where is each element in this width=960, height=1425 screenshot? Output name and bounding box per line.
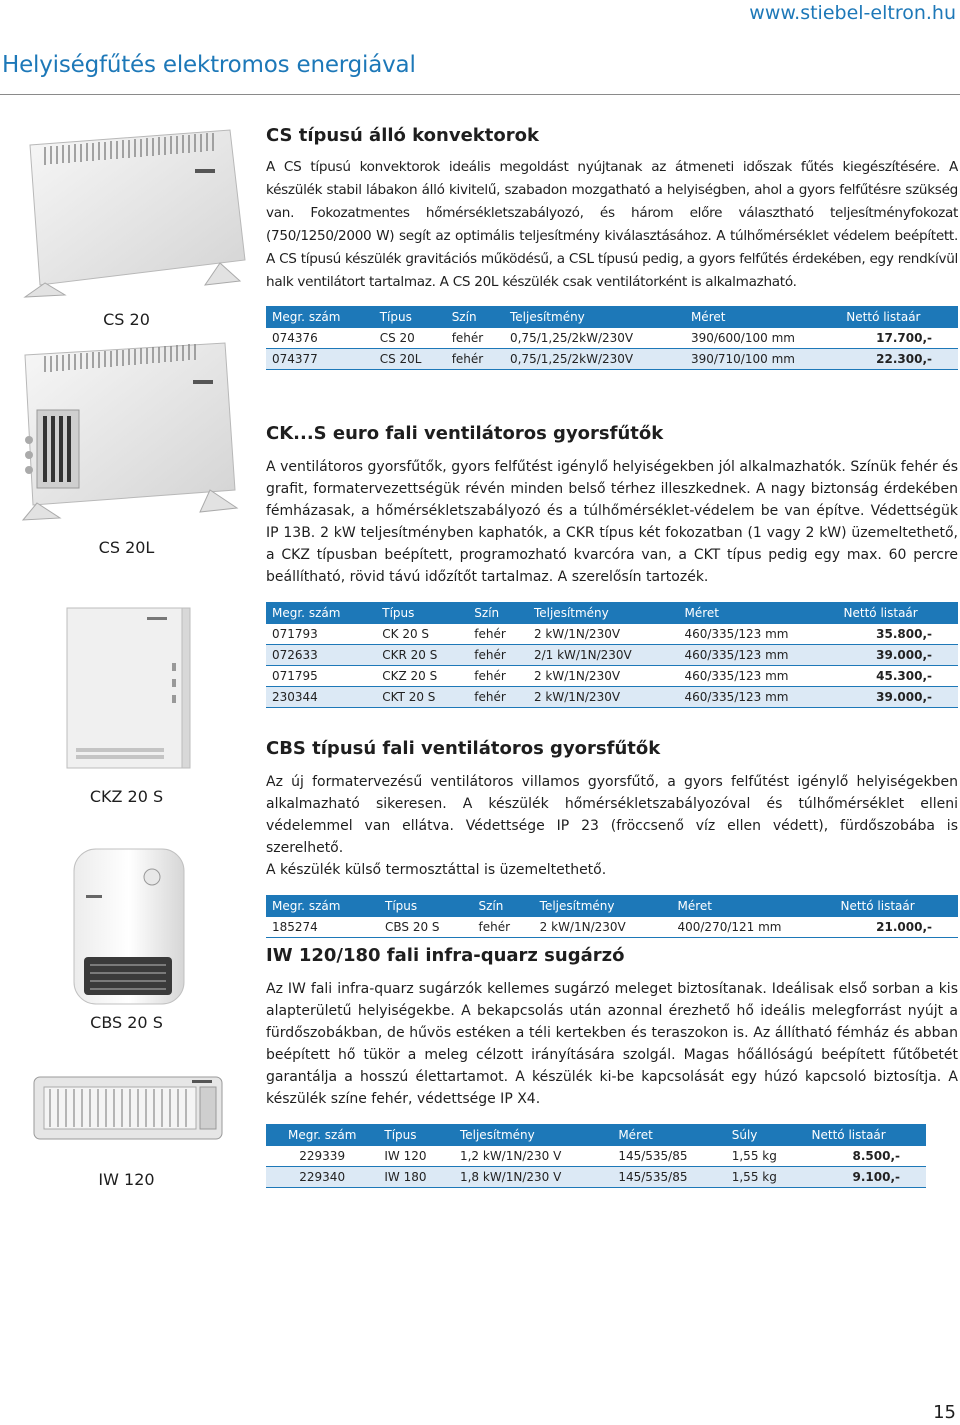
section-title: CBS típusú fali ventilátoros gyorsfűtők xyxy=(266,738,661,759)
price-table xyxy=(266,895,958,938)
column-header: Típus xyxy=(374,306,446,328)
table-row xyxy=(266,917,958,938)
table-cell: 2 kW/1N/230V xyxy=(528,687,679,708)
table-cell: 2 kW/1N/230V xyxy=(534,917,672,938)
section-description: Az új formatervezésű ventilátoros villamos gyorsfűtő, a gyors felfűtést igénylő helyiségekben alkalmazható sikeresen. A készülék hőmérsékletszabályozóval és túlhőmérséklet elleni védelemmel van ellátva. Védettsége IP 23 (fröccsenő víz ellen védett), fürdőszobába is szerelhető. xyxy=(266,774,958,856)
table-cell: fehér xyxy=(468,645,528,666)
column-header: Méret xyxy=(685,306,840,328)
table-cell: 0,75/1,25/2kW/230V xyxy=(504,349,685,370)
table-cell: CKR 20 S xyxy=(376,645,468,666)
table-cell: fehér xyxy=(468,624,528,645)
wall-convector-heater-fan-image xyxy=(15,340,250,525)
table-cell: IW 180 xyxy=(378,1167,454,1188)
table-cell: IW 120 xyxy=(378,1146,454,1167)
table-cell: 145/535/85 xyxy=(612,1146,725,1167)
column-header: Teljesítmény xyxy=(504,306,685,328)
table-cell: 1,55 kg xyxy=(726,1167,806,1188)
table-header-row xyxy=(266,602,958,624)
price-cell: 17.700,- xyxy=(840,328,958,349)
table-cell: 072633 xyxy=(266,645,376,666)
table-cell: 229340 xyxy=(266,1167,378,1188)
column-header: Típus xyxy=(376,602,468,624)
price-cell: 9.100,- xyxy=(806,1167,926,1188)
section-title: CK...S euro fali ventilátoros gyorsfűtők xyxy=(266,423,664,444)
table-cell: 390/710/100 mm xyxy=(685,349,840,370)
table-cell: 074377 xyxy=(266,349,374,370)
column-header: Típus xyxy=(379,895,473,917)
page-number: 15 xyxy=(933,1402,956,1423)
table-row xyxy=(266,349,958,370)
table-cell: fehér xyxy=(446,328,504,349)
section-description: A ventilátoros gyorsfűtők, gyors felfűtést igénylő helyiségekben jól alkalmazhatók. Színük fehér és grafit, formatervezettségük révén minden belső térhez illeszkednek. A nagy biztonság érdekében fémházasak, a hőmérsékletszabályozó és a túlhőmérséklet-védelem be van építve. Védettségük IP 13B. 2 kW teljesítményben kaphatók, a CKR típus két fokozatban (1 vagy 2 kW) üzemeltethető, a CKZ típusban beépített, programozható kvarcóra van, a CKT típus pedig egy max. 60 percre beállítható, rövid távú időzítőt tartalmaz. A szerelősín tartozék. xyxy=(266,459,958,585)
table-cell: 071793 xyxy=(266,624,376,645)
price-cell: 39.000,- xyxy=(838,687,958,708)
table-header-row xyxy=(266,895,958,917)
section-cbs-fan-heaters xyxy=(266,738,958,938)
table-row xyxy=(266,687,958,708)
product-caption-cs20l: CS 20L xyxy=(98,538,155,557)
table-cell: 1,55 kg xyxy=(726,1146,806,1167)
price-cell: 35.800,- xyxy=(838,624,958,645)
section-title: IW 120/180 fali infra-quarz sugárzó xyxy=(266,945,625,966)
section-description: Az IW fali infra-quarz sugárzók kellemes sugárzó meleget biztosítanak. Ideálisak első sorban a kis alapterületű helyiségekbe. A bekapcsolás után azonnal érezhető hő ideális melegforrást nyújt a fürdőszobákban, de hűvös estéken a téli kertekben és teraszokon is. Az állítható fémház és abban beépített hő tükör a meleg célzott irányítására szolgál. Magas hőállóságú beépített fűtőbetét garantálja a hosszú élettartamot. A készülék ki-be kapcsolását egy húzó kapcsoló biztosítja. A készülék színe fehér, védettsége IP X4. xyxy=(266,981,958,1107)
table-cell: 185274 xyxy=(266,917,379,938)
column-header: Típus xyxy=(378,1124,454,1146)
column-header: Szín xyxy=(473,895,534,917)
table-row xyxy=(266,624,958,645)
price-cell: 22.300,- xyxy=(840,349,958,370)
column-header: Nettó listaár xyxy=(806,1124,926,1146)
table-cell: 0,75/1,25/2kW/230V xyxy=(504,328,685,349)
table-row xyxy=(266,1146,926,1167)
table-cell: 460/335/123 mm xyxy=(678,645,837,666)
page-title: Helyiségfűtés elektromos energiával xyxy=(2,52,416,78)
price-cell: 39.000,- xyxy=(838,645,958,666)
table-cell: 2 kW/1N/230V xyxy=(528,666,679,687)
column-header: Megr. szám xyxy=(266,602,376,624)
table-cell: CKT 20 S xyxy=(376,687,468,708)
section-description: A CS típusú konvektorok ideális megoldást nyújtanak az átmeneti időszak fűtés kiegészítésére. A készülék stabil lábakon álló kivitelű, szabadon mozgatható a helyiségben, ahol a gyors felfűtésre szükség van. Fokozatmentes hőmérsékletszabályozó, és három előre választható teljesítményfokozat (750/1250/2000 W) segít az optimális teljesítmény kiválasztásához. A túlhőmérséklet védelem beépített. A CS típusú készülék gravitációs működésű, a CSL típusú pedig, a gyors felfűtés érdekében, egy rendkívül halk ventilátort tartalmaz. A CS 20L készülék csak ventilátorként is alkalmazható. xyxy=(266,159,958,290)
table-cell: CS 20 xyxy=(374,328,446,349)
column-header: Megr. szám xyxy=(266,1124,378,1146)
price-cell: 21.000,- xyxy=(834,917,958,938)
column-header: Szín xyxy=(468,602,528,624)
table-cell: 1,2 kW/1N/230 V xyxy=(454,1146,612,1167)
column-header: Szín xyxy=(446,306,504,328)
table-header-row xyxy=(266,1124,926,1146)
product-caption-ckz20s: CKZ 20 S xyxy=(89,787,164,806)
table-cell: CS 20L xyxy=(374,349,446,370)
price-cell: 8.500,- xyxy=(806,1146,926,1167)
column-header: Nettó listaár xyxy=(838,602,958,624)
table-row xyxy=(266,1167,926,1188)
section-description-extra: A készülék külső termosztáttal is üzemeltethető. xyxy=(266,862,607,878)
table-cell: 071795 xyxy=(266,666,376,687)
column-header: Súly xyxy=(726,1124,806,1146)
table-cell: fehér xyxy=(468,666,528,687)
table-cell: 2/1 kW/1N/230V xyxy=(528,645,679,666)
column-header: Teljesítmény xyxy=(454,1124,612,1146)
table-cell: fehér xyxy=(473,917,534,938)
section-title: CS típusú álló konvektorok xyxy=(266,125,539,146)
price-table xyxy=(266,1124,926,1188)
section-ck-fan-heaters xyxy=(266,423,958,708)
table-cell: 230344 xyxy=(266,687,376,708)
column-header: Méret xyxy=(612,1124,725,1146)
column-header: Méret xyxy=(678,602,837,624)
table-cell: 1,8 kW/1N/230 V xyxy=(454,1167,612,1188)
product-image-column xyxy=(0,95,253,1215)
table-cell: 145/535/85 xyxy=(612,1167,725,1188)
column-header: Teljesítmény xyxy=(528,602,679,624)
column-header: Megr. szám xyxy=(266,306,374,328)
table-cell: 400/270/121 mm xyxy=(671,917,834,938)
price-cell: 45.300,- xyxy=(838,666,958,687)
table-cell: 460/335/123 mm xyxy=(678,687,837,708)
price-table xyxy=(266,306,958,370)
wall-convector-heater-image xyxy=(15,125,250,300)
table-row xyxy=(266,666,958,687)
column-header: Nettó listaár xyxy=(834,895,958,917)
product-caption-cbs20s: CBS 20 S xyxy=(90,1013,163,1032)
table-cell: 2 kW/1N/230V xyxy=(528,624,679,645)
table-header-row xyxy=(266,306,958,328)
table-cell: 074376 xyxy=(266,328,374,349)
wall-fan-heater-white-image xyxy=(62,603,197,778)
table-cell: fehér xyxy=(468,687,528,708)
table-row xyxy=(266,328,958,349)
infra-quartz-heater-image xyxy=(32,1075,224,1145)
table-cell: 229339 xyxy=(266,1146,378,1167)
table-cell: CBS 20 S xyxy=(379,917,473,938)
table-cell: CKZ 20 S xyxy=(376,666,468,687)
table-cell: 390/600/100 mm xyxy=(685,328,840,349)
website-url: www.stiebel-eltron.hu xyxy=(749,2,956,24)
product-caption-cs20: CS 20 xyxy=(103,310,150,329)
column-header: Teljesítmény xyxy=(534,895,672,917)
column-header: Méret xyxy=(671,895,834,917)
table-cell: CK 20 S xyxy=(376,624,468,645)
column-header: Nettó listaár xyxy=(840,306,958,328)
product-caption-iw120: IW 120 xyxy=(98,1170,155,1189)
table-cell: fehér xyxy=(446,349,504,370)
table-cell: 460/335/123 mm xyxy=(678,624,837,645)
price-table xyxy=(266,602,958,708)
column-header: Megr. szám xyxy=(266,895,379,917)
table-cell: 460/335/123 mm xyxy=(678,666,837,687)
table-row xyxy=(266,645,958,666)
section-cs-convector xyxy=(266,125,958,370)
section-iw-infra-heater xyxy=(266,945,958,1188)
bathroom-fan-heater-image xyxy=(70,847,188,1007)
